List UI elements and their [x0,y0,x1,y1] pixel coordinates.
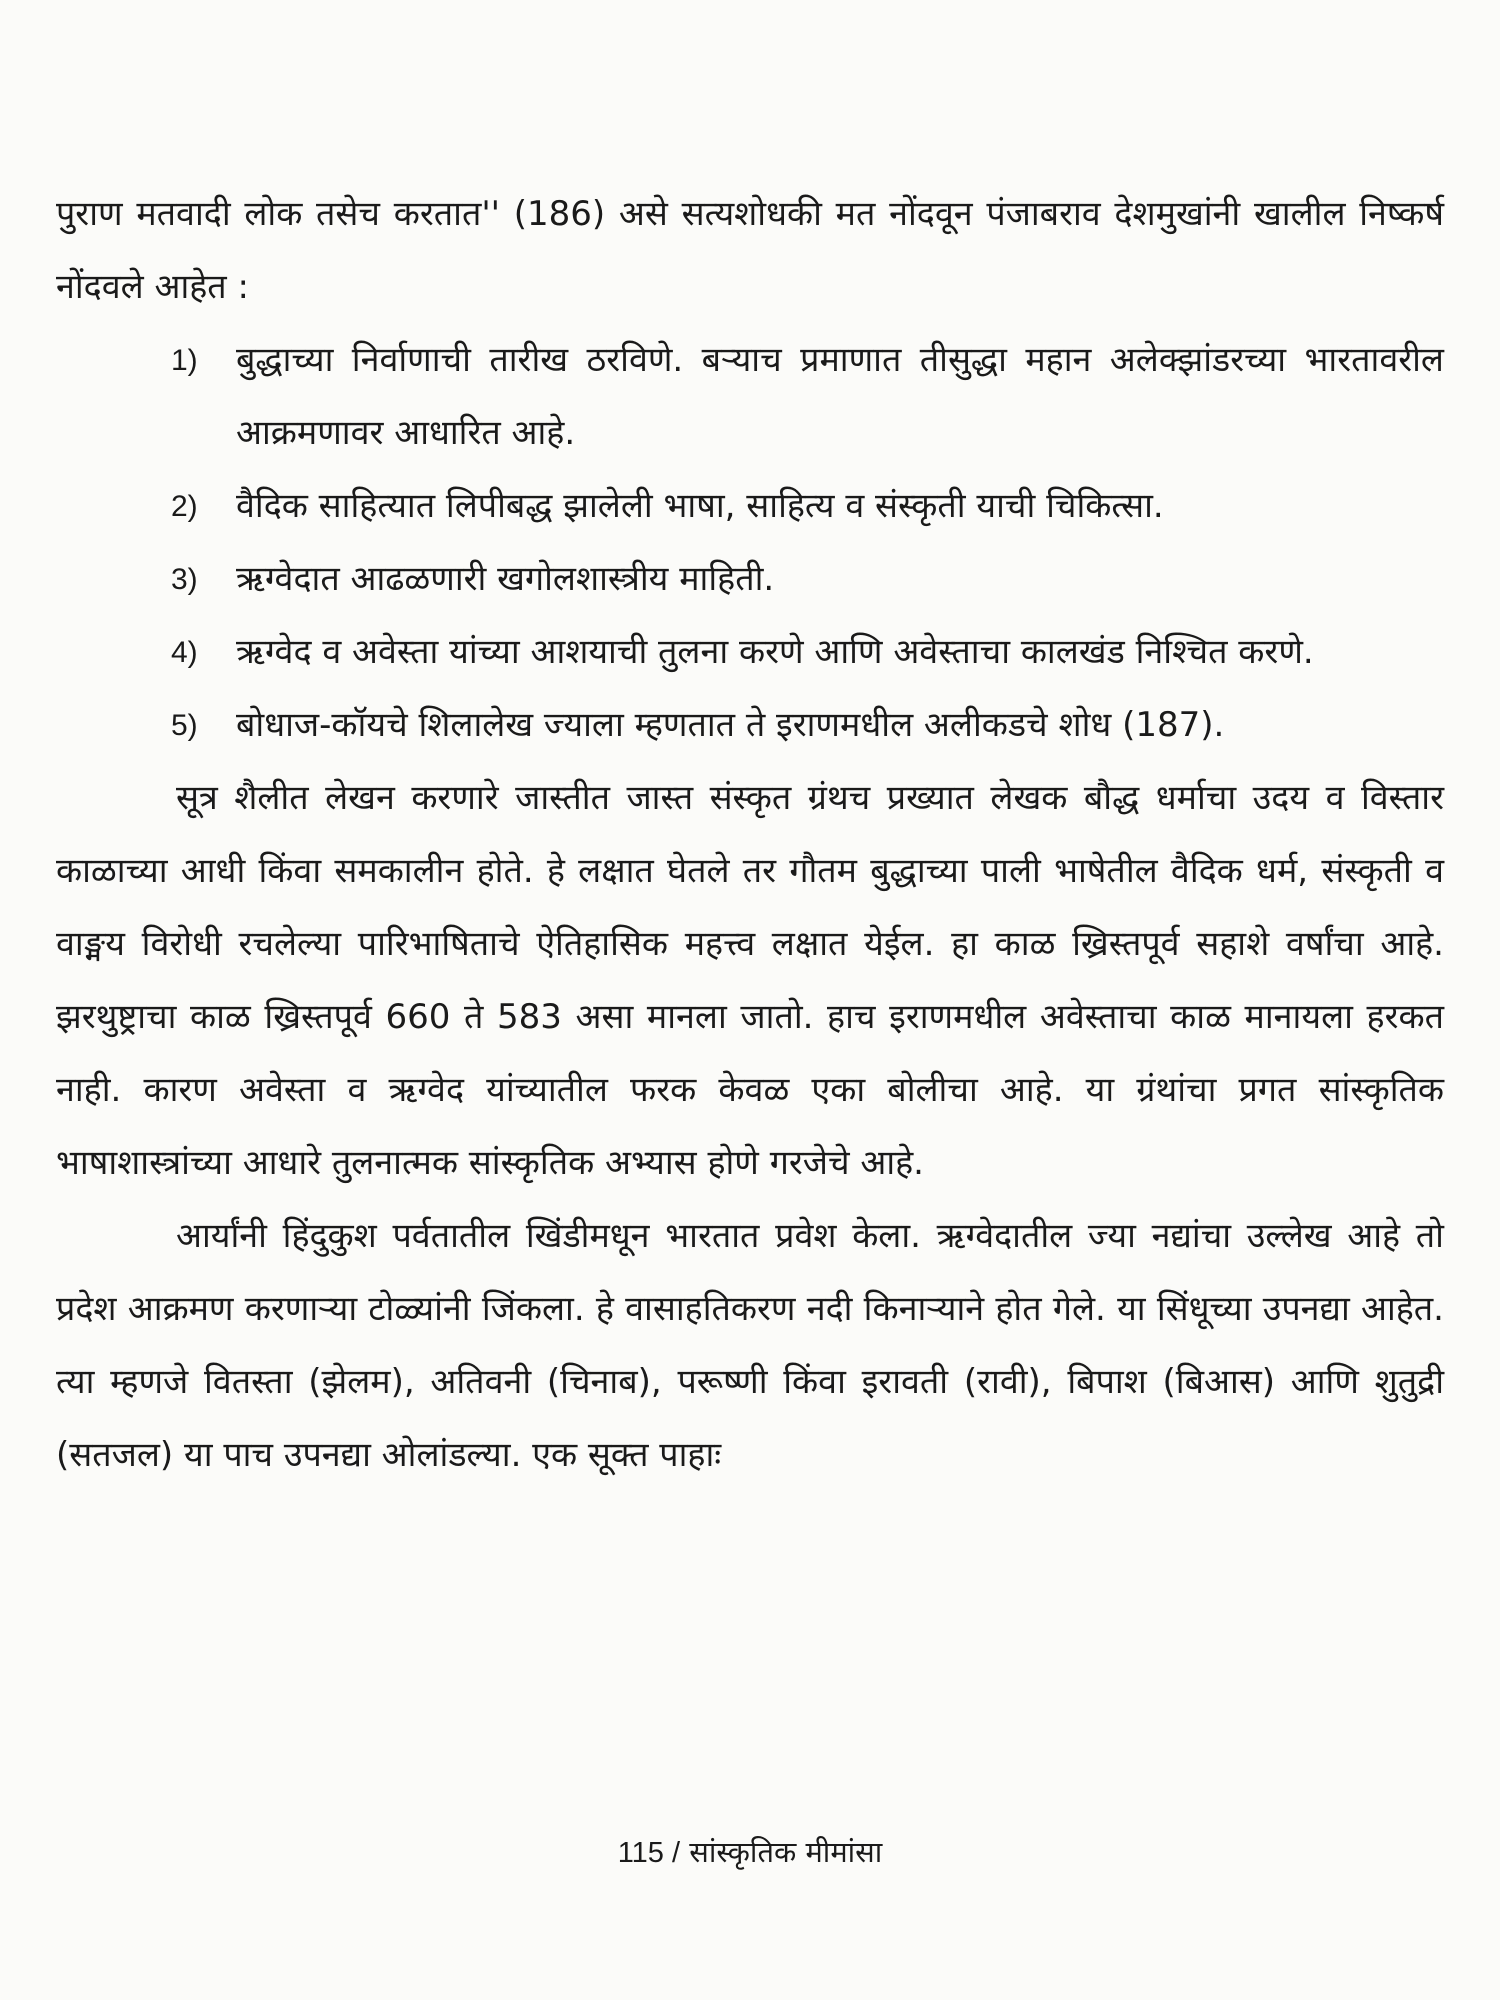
list-item-number: 2) [171,490,198,523]
list-item-text: ऋग्वेदात आढळणारी खगोलशास्त्रीय माहिती. [236,559,775,599]
list-item-number: 3) [171,563,198,596]
list-item [56,616,1444,689]
list-item [56,470,1444,543]
intro-paragraph: पुराण मतवादी लोक तसेच करतात'' (186) असे सत्यशोधकी मत नोंदवून पंजाबराव देशमुखांनी खालील निष्कर्ष नोंदवले आहेत : [56,194,1444,307]
list-item-number: 1) [171,344,198,377]
body-paragraph: सूत्र शैलीत लेखन करणारे जास्तीत जास्त संस्कृत ग्रंथच प्रख्यात लेखक बौद्ध धर्माचा उदय व विस्तार काळाच्या आधी किंवा समकालीन होते. हे लक्षात घेतले तर गौतम बुद्धाच्या पाली भाषेतील वैदिक धर्म, संस्कृती व वाङ्मय विरोधी रचलेल्या पारिभाषिताचे ऐतिहासिक महत्त्व लक्षात येईल. हा काळ ख्रिस्तपूर्व सहाशे वर्षांचा आहे. झरथुष्ट्राचा काळ ख्रिस्तपूर्व 660 ते 583 असा मानला जातो. हाच इराणमधील अवेस्ताचा काळ मानायला हरकत नाही. कारण अवेस्ता व ऋग्वेद यांच्यातील फरक केवळ एका बोलीचा आहे. या ग्रंथांचा प्रगत सांस्कृतिक भाषाशास्त्रांच्या आधारे तुलनात्मक सांस्कृतिक अभ्यास होणे गरजेचे आहे. [56,778,1444,1183]
findings-list [56,324,1444,762]
list-item-text: बोधाज-कॉयचे शिलालेख ज्याला म्हणतात ते इराणमधील अलीकडचे शोध (187). [236,705,1225,745]
list-item [56,689,1444,762]
list-item-text: ऋग्वेद व अवेस्ता यांच्या आशयाची तुलना करणे आणि अवेस्ताचा कालखंड निश्चित करणे. [236,632,1314,672]
list-item-text: बुद्धाच्या निर्वाणाची तारीख ठरविणे. बऱ्याच प्रमाणात तीसुद्धा महान अलेक्झांडरच्या भारतावरील आक्रमणावर आधारित आहे. [236,340,1444,453]
list-item-number: 5) [171,709,198,742]
list-item-text: वैदिक साहित्यात लिपीबद्ध झालेली भाषा, साहित्य व संस्कृती याची चिकित्सा. [236,486,1164,526]
list-item-number: 4) [171,636,198,669]
body-paragraph: आर्यांनी हिंदुकुश पर्वतातील खिंडीमधून भारतात प्रवेश केला. ऋग्वेदातील ज्या नद्यांचा उल्लेख आहे तो प्रदेश आक्रमण करणाऱ्या टोळ्यांनी जिंकला. हे वासाहतिकरण नदी किनाऱ्याने होत गेले. या सिंधूच्या उपनद्या आहेत. त्या म्हणजे वितस्ता (झेलम), अतिवनी (चिनाब), परूष्णी किंवा इरावती (रावी), बिपाश (बिआस) आणि शुतुद्री (सतजल) या पाच उपनद्या ओलांडल्या. एक सूक्त पाहाः [56,1216,1445,1475]
page-number: 115 / [617,1837,681,1869]
list-item [56,543,1444,616]
list-item [56,324,1444,470]
page-footer [0,1832,1500,1873]
running-title: सांस्कृतिक मीमांसा [689,1835,883,1869]
